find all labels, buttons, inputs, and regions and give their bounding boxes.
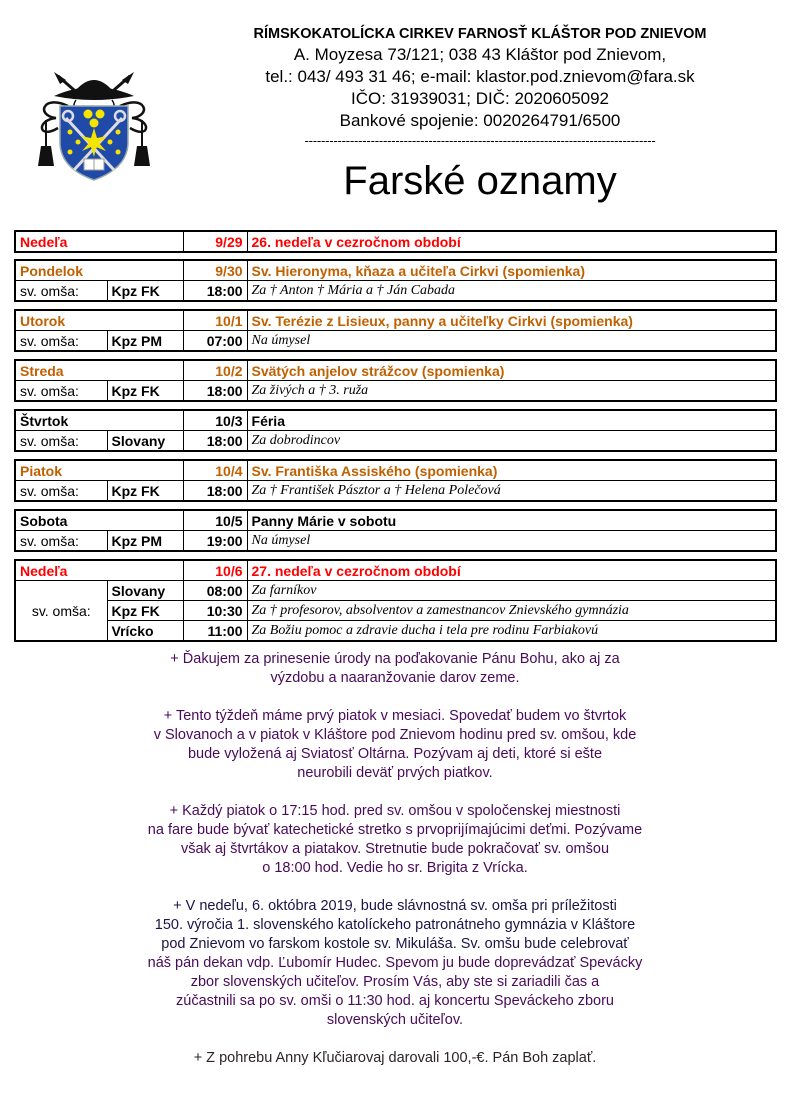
day-name: Nedeľa (16, 232, 183, 251)
announcement-line: + Ďakujem za prinesenie úrody na poďakovanie Pánu Bohu, ako aj za (170, 651, 620, 667)
day-name: Pondelok (16, 261, 183, 281)
day-name: Utorok (16, 311, 183, 331)
mass-intention: Za Božiu pomoc a zdravie ducha i tela pre rodinu Farbiakovú (247, 621, 775, 641)
feast-name: Sv. Terézie z Lisieux, panny a učiteľky Cirkvi (spomienka) (247, 311, 775, 331)
mass-intention: Za farníkov (247, 581, 775, 601)
day-block-sunday-106 (14, 559, 777, 642)
mass-time: 18:00 (183, 381, 247, 401)
mass-time: 10:30 (183, 601, 247, 621)
day-block-sunday-929 (14, 230, 777, 253)
mass-intention: Za dobrodincov (247, 431, 775, 451)
mass-row (16, 531, 775, 551)
announcement-line: + Tento týždeň máme prvý piatok v mesiaci. Spovedať budem vo štvrtok (163, 708, 627, 724)
mass-time: 07:00 (183, 331, 247, 351)
mass-time: 11:00 (183, 621, 247, 641)
mass-row (16, 331, 775, 351)
announcement-line: na fare bude bývať katechetické stretko s prvoprijímajúcimi deťmi. Pozývame (147, 822, 643, 838)
feast-name: 26. nedeľa v cezročnom období (247, 232, 775, 251)
mass-place: Kpz PM (107, 531, 183, 551)
day-header-row (16, 361, 775, 381)
day-name: Štvrtok (16, 411, 183, 431)
mass-intention: Za † František Pásztor a † Helena Polečová (247, 481, 775, 501)
announcement-line: bude vyložená aj Sviatosť Oltárna. Pozývam aj deti, ktoré si ešte (187, 746, 603, 762)
announcement-first-friday (60, 707, 730, 783)
mass-intention: Za † profesorov, absolventov a zamestnancov Znievského gymnázia (247, 601, 775, 621)
mass-row (16, 601, 775, 621)
announcements (60, 650, 730, 1087)
day-name: Sobota (16, 511, 183, 531)
feast-name: Sv. Hieronyma, kňaza a učiteľa Cirkvi (spomienka) (247, 261, 775, 281)
announcement-donation (60, 1049, 730, 1068)
day-date: 10/4 (183, 461, 247, 481)
announcement-line: zbor slovenských učiteľov. Prosím Vás, aby ste si zariadili čas a (190, 974, 600, 990)
announcement-line: + Z pohrebu Anny Kľučiarovaj darovali 100,-€. Pán Boh zaplať. (193, 1050, 597, 1066)
mass-intention: Na úmysel (247, 331, 775, 351)
mass-intention: Za živých a † 3. ruža (247, 381, 775, 401)
mass-intention: Na úmysel (247, 531, 775, 551)
mass-time: 19:00 (183, 531, 247, 551)
announcement-line: náš pán dekan vdp. Ľubomír Hudec. Spevom ju bude doprevádzať Spevácky (147, 955, 643, 971)
day-name: Nedeľa (16, 561, 183, 581)
parish-header (200, 24, 760, 148)
bank-account: Bankové spojenie: 0020264791/6500 (339, 111, 621, 130)
announcement-line: v Slovanoch a v piatok v Kláštore pod Znievom hodinu pred sv. omšou, kde (153, 727, 637, 743)
registration-ids: IČO: 31939031; DIČ: 2020605092 (350, 89, 610, 108)
announcement-catechesis (60, 802, 730, 878)
contact-info: tel.: 043/ 493 31 46; e-mail: klastor.pod.znievom@fara.sk (265, 67, 695, 86)
day-block-monday (14, 259, 777, 302)
day-block-tuesday (14, 309, 777, 352)
day-header-row (16, 511, 775, 531)
day-header-row (16, 232, 775, 251)
feast-name: Panny Márie v sobotu (247, 511, 775, 531)
feast-name: Féria (247, 411, 775, 431)
day-date: 10/1 (183, 311, 247, 331)
mass-label: sv. omša: (16, 331, 107, 351)
announcement-line: však aj štvrtákov a piatakov. Stretnutie bude pokračovať sv. omšou (180, 841, 610, 857)
mass-row (16, 281, 775, 301)
announcement-line: + Každý piatok o 17:15 hod. pred sv. omšou v spoločenskej miestnosti (169, 803, 621, 819)
coat-of-arms-icon (32, 66, 156, 182)
day-header-row (16, 261, 775, 281)
day-date: 10/3 (183, 411, 247, 431)
address: A. Moyzesa 73/121; 038 43 Kláštor pod Znievom, (293, 45, 667, 64)
mass-time: 08:00 (183, 581, 247, 601)
page-title: Farské oznamy (343, 159, 617, 203)
mass-place: Kpz PM (107, 331, 183, 351)
mass-label: sv. omša: (16, 431, 107, 451)
day-name: Piatok (16, 461, 183, 481)
day-block-saturday (14, 509, 777, 552)
mass-place: Kpz FK (107, 481, 183, 501)
separator-line: ------------------------------------------------------------------------------------- (304, 133, 656, 148)
mass-intention: Za † Anton † Mária a † Ján Cabada (247, 281, 775, 301)
announcement-line: + V nedeľu, 6. októbra 2019, bude slávnostná sv. omša pri príležitosti (173, 898, 617, 914)
day-date: 10/2 (183, 361, 247, 381)
mass-time: 18:00 (183, 481, 247, 501)
mass-time: 18:00 (183, 281, 247, 301)
day-block-thursday (14, 409, 777, 452)
announcement-line: o 18:00 hod. Vedie ho sr. Brigita z Vrícka. (262, 860, 528, 876)
announcement-line: zúčastnili sa po sv. omši o 11:30 hod. aj koncertu Speváckeho zboru (176, 993, 614, 1009)
mass-place: Kpz FK (107, 601, 183, 621)
mass-row (16, 381, 775, 401)
mass-label: sv. omša: (16, 581, 107, 641)
mass-label: sv. omša: (16, 281, 107, 301)
announcement-harvest (60, 650, 730, 688)
day-header-row (16, 311, 775, 331)
announcement-line: slovenských učiteľov. (326, 1012, 464, 1028)
mass-place: Slovany (107, 431, 183, 451)
announcement-line: neurobili deväť prvých piatkov. (297, 765, 493, 781)
feast-name: Svätých anjelov strážcov (spomienka) (247, 361, 775, 381)
day-block-wednesday (14, 359, 777, 402)
day-date: 10/5 (183, 511, 247, 531)
mass-place: Kpz FK (107, 381, 183, 401)
mass-time: 18:00 (183, 431, 247, 451)
announcement-line: pod Znievom vo farskom kostole sv. Mikuláša. Sv. omšu bude celebrovať (161, 936, 629, 952)
mass-place: Slovany (107, 581, 183, 601)
day-name: Streda (16, 361, 183, 381)
mass-row (16, 431, 775, 451)
mass-label: sv. omša: (16, 381, 107, 401)
feast-name: 27. nedeľa v cezročnom období (247, 561, 775, 581)
announcement-anniversary (60, 897, 730, 1030)
day-header-row (16, 561, 775, 581)
day-date: 9/30 (183, 261, 247, 281)
mass-label: sv. omša: (16, 481, 107, 501)
mass-row (16, 581, 775, 601)
announcement-line: výzdobu a naaranžovanie darov zeme. (270, 670, 520, 686)
mass-label: sv. omša: (16, 531, 107, 551)
mass-row (16, 481, 775, 501)
mass-place: Vrícko (107, 621, 183, 641)
day-block-friday (14, 459, 777, 502)
organization-name: RÍMSKOKATOLÍCKA CIRKEV FARNOSŤ KLÁŠTOR POD ZNIEVOM (253, 26, 707, 42)
day-date: 10/6 (183, 561, 247, 581)
announcement-line: 150. výročia 1. slovenského katolíckeho patronátneho gymnázia v Kláštore (154, 917, 636, 933)
day-header-row (16, 411, 775, 431)
day-date: 9/29 (183, 232, 247, 251)
feast-name: Sv. Františka Assiského (spomienka) (247, 461, 775, 481)
day-header-row (16, 461, 775, 481)
mass-place: Kpz FK (107, 281, 183, 301)
mass-row (16, 621, 775, 641)
